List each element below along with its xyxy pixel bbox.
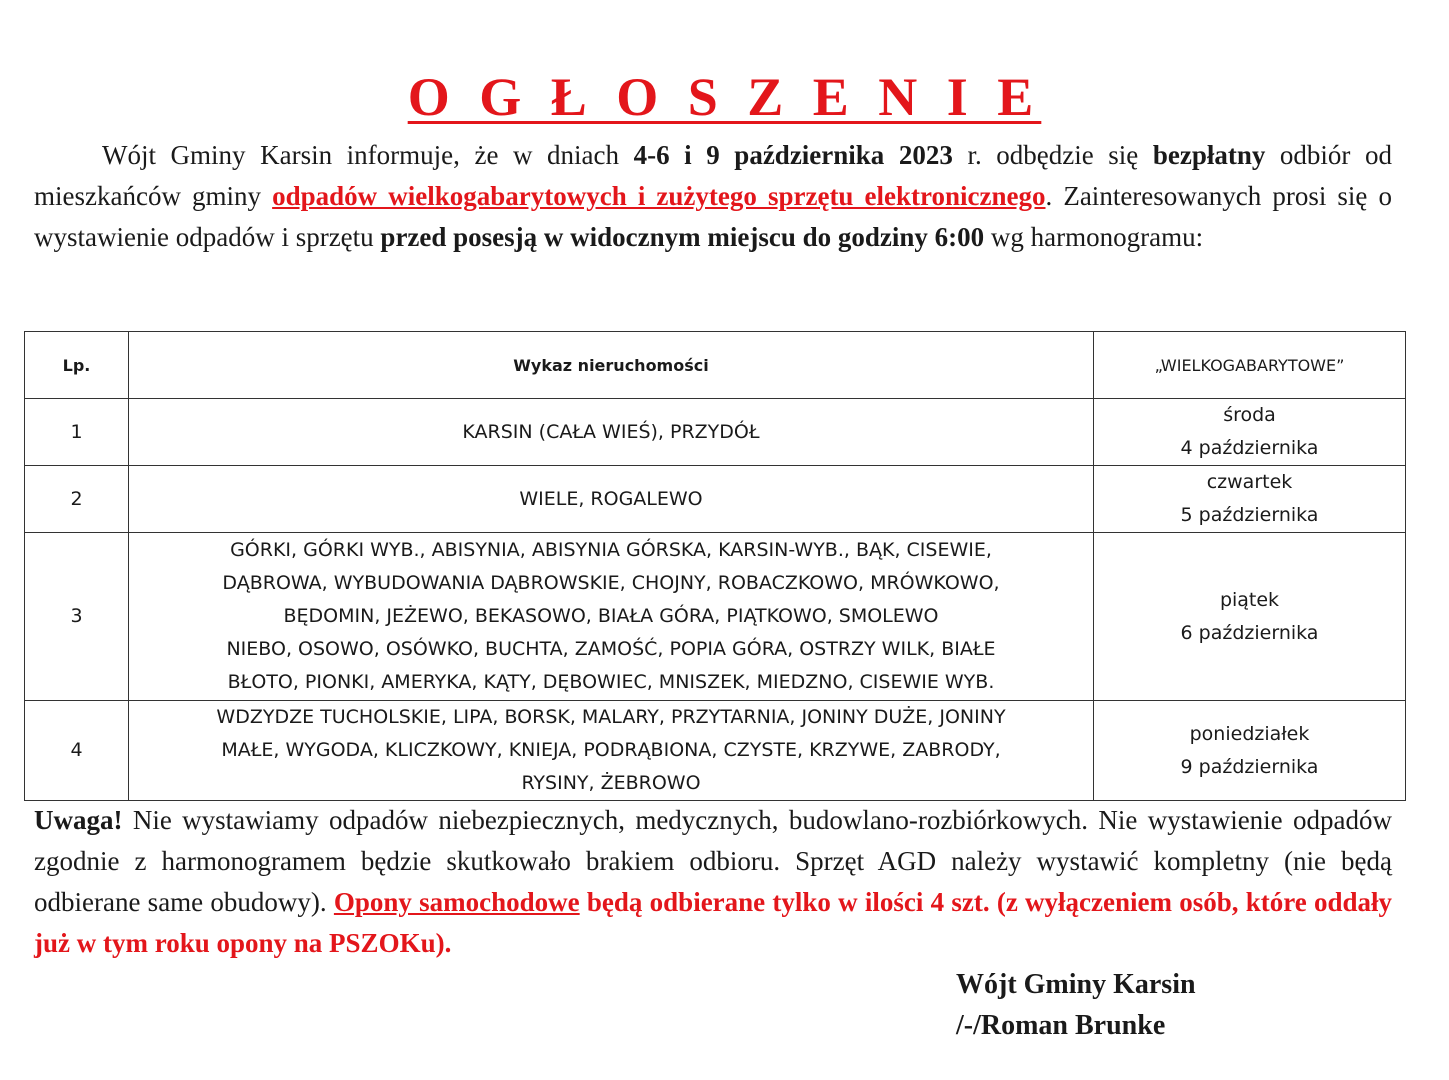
row-date: [1094, 701, 1406, 801]
notice-text: Nie wystawiamy odpadów niebezpiecznych, medycznych, budowlano-rozbiórkowych. Nie wystawienie odpadów zgodnie z harmonogramem będzie skutkowało brakiem odbioru. Sprzęt AGD należy wystawić kompletny (nie będą odbierane same obudowy).: [34, 805, 1392, 917]
row-date: [1094, 466, 1406, 533]
row-lp: 2: [25, 466, 129, 533]
waste-type: odpadów wielkogabarytowych i zużytego sprzętu elektronicznego: [272, 181, 1046, 211]
place-line: KARSIN (CAŁA WIEŚ), PRZYDÓŁ: [462, 420, 760, 443]
tires-limit: będą odbierane tylko w ilości 4 szt. (z wyłączeniem osób, które oddały już w tym roku opony na PSZOKu).: [34, 887, 1393, 958]
notice-paragraph: [34, 800, 1392, 964]
place-line: RYSINY, ŻEBROWO: [521, 772, 701, 794]
row-places: [129, 533, 1094, 701]
signature-block: [956, 964, 1196, 1046]
place-line: WIELE, ROGALEWO: [519, 487, 703, 510]
row-places: [129, 399, 1094, 466]
table-row: [25, 399, 1406, 466]
table-row: [25, 466, 1406, 533]
row-lp: 1: [25, 399, 129, 466]
row-places: [129, 466, 1094, 533]
announcement-title: O G Ł O S Z E N I E: [407, 67, 1042, 127]
intro-paragraph: [34, 135, 1392, 258]
intro-text: odbiór od mieszkańców gminy: [34, 140, 1392, 211]
placement-instruction: przed posesją w widocznym miejscu do godziny 6:00: [380, 222, 985, 252]
weekday: środa: [1223, 404, 1276, 426]
header-bulky: „WIELKOGABARYTOWE”: [1094, 332, 1406, 399]
place-line: BĘDOMIN, JEŻEWO, BEKASOWO, BIAŁA GÓRA, PIĄTKOWO, SMOLEWO: [283, 605, 939, 627]
header-lp: Lp.: [25, 332, 129, 399]
weekday: czwartek: [1206, 471, 1293, 493]
collection-dates: 4-6 i 9 października 2023: [633, 140, 953, 170]
schedule-table: [24, 331, 1406, 801]
place-line: MAŁE, WYGODA, KLICZKOWY, KNIEJA, PODRĄBIONA, CZYSTE, KRZYWE, ZABRODY,: [221, 739, 1001, 761]
date: 4 października: [1180, 437, 1319, 459]
free-label: bezpłatny: [1152, 140, 1266, 170]
place-line: GÓRKI, GÓRKI WYB., ABISYNIA, ABISYNIA GÓRSKA, KARSIN-WYB., BĄK, CISEWIE,: [230, 539, 992, 561]
intro-text: wg harmonogramu:: [984, 222, 1204, 252]
place-line: WDZYDZE TUCHOLSKIE, LIPA, BORSK, MALARY, PRZYTARNIA, JONINY DUŻE, JONINY: [216, 706, 1006, 728]
notice-label: Uwaga!: [34, 805, 123, 835]
row-date: [1094, 399, 1406, 466]
date: 5 października: [1180, 504, 1319, 526]
weekday: piątek: [1219, 588, 1280, 611]
header-properties: Wykaz nieruchomości: [129, 332, 1094, 399]
table-header-row: [25, 332, 1406, 399]
signature-title: Wójt Gminy Karsin: [956, 969, 1196, 1000]
table-row: [25, 533, 1406, 701]
intro-text: r. odbędzie się: [952, 140, 1153, 170]
place-line: BŁOTO, PIONKI, AMERYKA, KĄTY, DĘBOWIEC, MNISZEK, MIEDZNO, CISEWIE WYB.: [227, 671, 995, 693]
weekday: poniedziałek: [1189, 722, 1310, 745]
place-line: DĄBROWA, WYBUDOWANIA DĄBROWSKIE, CHOJNY, ROBACZKOWO, MRÓWKOWO,: [222, 572, 1000, 594]
place-line: NIEBO, OSOWO, OSÓWKO, BUCHTA, ZAMOŚĆ, POPIA GÓRA, OSTRZY WILK, BIAŁE: [226, 638, 996, 660]
signature-name: /-/Roman Brunke: [956, 1010, 1166, 1041]
intro-text: Wójt Gminy Karsin informuje, że w dniach: [102, 140, 634, 170]
tires-highlight: Opony samochodowe: [333, 887, 580, 917]
date: 6 października: [1180, 621, 1319, 644]
table-row: [25, 701, 1406, 801]
intro-text: . Zainteresowanych prosi się o wystawienie odpadów i sprzętu: [34, 181, 1392, 252]
row-lp: 3: [25, 533, 129, 701]
row-places: [129, 701, 1094, 801]
row-lp: 4: [25, 701, 129, 801]
row-date: [1094, 533, 1406, 701]
date: 9 października: [1180, 755, 1319, 778]
